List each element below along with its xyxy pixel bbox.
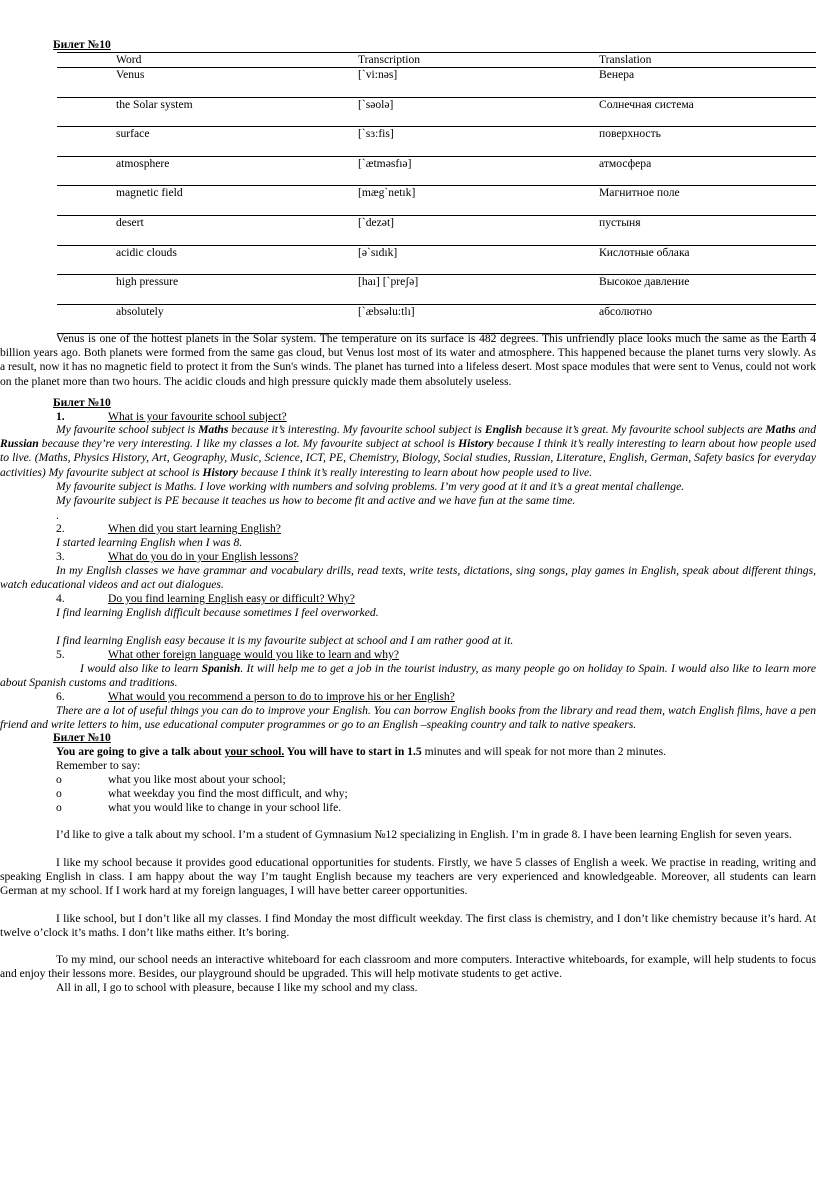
translation-cell: Высокое давление [599, 275, 816, 305]
talk-task [56, 745, 666, 759]
table-row [57, 275, 816, 305]
answer-5-c: . It will help me to get a job in the tourist industry, as many people go on holiday to Spain. I would also like to learn more about Spanish customs and traditions. [0, 662, 816, 690]
subject-name: Maths [198, 423, 229, 436]
table-row [57, 97, 816, 127]
bullet-marker: o [56, 787, 62, 800]
transcription-cell: [haı] [`preʃə] [358, 275, 599, 305]
venus-paragraph: Venus is one of the hottest planets in the Solar system. The temperature on its surface is 482 degrees. This unfriendly place looks much the same as the Earth 4 billion years ago. Both planets were formed from the same gas cloud, but Venus lost most of its water and atmosphere. This happened because the planet turns very slowly. As a result, now it has no magnetic field to protect it from the Sun's winds. The planet has turned into a lifeless desert. Most space modules that were sent to Venus, could not work on the planet more than two hours. The acidic clouds and high pressure quickly made them absolutely useless. [0, 332, 816, 388]
word-cell: magnetic field [116, 186, 358, 216]
transcription-cell: [ə`sıdık] [358, 245, 599, 275]
word-cell: desert [116, 215, 358, 245]
table-row [57, 304, 816, 334]
answer-1-fragment: and [795, 423, 816, 436]
table-row [57, 127, 816, 157]
subject-name: History [202, 465, 238, 479]
answer-1-text [0, 423, 816, 479]
bullet-item: what you like most about your school; [108, 773, 286, 786]
talk-task-c: You will have to start in 1.5 [284, 745, 422, 758]
subject-name: Russian [0, 437, 39, 451]
bullet-marker: o [56, 801, 62, 814]
question-1: What is your favourite school subject? [108, 410, 287, 423]
table-cell-empty [57, 53, 116, 68]
translation-cell: Магнитное поле [599, 186, 816, 216]
question-number: 2. [56, 522, 65, 535]
word-cell: acidic clouds [116, 245, 358, 275]
translation-cell: пустыня [599, 215, 816, 245]
transcription-cell: [`æbsəlu:tlı] [358, 304, 599, 334]
translation-cell: Венера [599, 68, 816, 98]
table-row [57, 186, 816, 216]
answer-1-fragment: because I think it’s really interesting to learn about how people used to live. (Maths, Physics History, Art, Geography, Music, Science, ICT, PE, Chemistry, Biology, Social studies, Russian, Literature, English, German, Safety basics for everyday activities) My favourite subject at school is [0, 437, 816, 479]
transcription-cell: [`ætməsfıə] [358, 156, 599, 186]
question-number: 4. [56, 592, 65, 605]
ticket-heading: Билет №10 [53, 38, 111, 51]
transcription-cell: [`vi:nəs] [358, 68, 599, 98]
word-cell: surface [116, 127, 358, 157]
transcription-cell: [mæg`netık] [358, 186, 599, 216]
word-cell: high pressure [116, 275, 358, 305]
subject-name: English [484, 423, 523, 436]
header-word: Word [116, 53, 358, 68]
question-number: 3. [56, 550, 65, 563]
table-row [57, 156, 816, 186]
transcription-cell: [`dezət] [358, 215, 599, 245]
answer-5 [0, 662, 816, 690]
talk-task-d: minutes and will speak for not more than 2 minutes. [421, 745, 667, 758]
subject-name: Maths [765, 423, 796, 436]
question-2: When did you start learning English? [108, 522, 281, 535]
talk-paragraph-weekday: I like school, but I don’t like all my classes. I find Monday the most difficult weekday. The first class is chemistry, and I don’t like chemistry because it’s hard. At twelve o’clock it’s maths. I don’t like maths either. It’s boring. [0, 912, 816, 940]
answer-5-a: I would also like to learn [80, 662, 202, 675]
answer-6: There are a lot of useful things you can do to improve your English. You can borrow English books from the library and read them, watch English films, have a pen friend and write letters to him, use educational computer programmes or go to an English –speaking country and talk to native speakers. [0, 704, 816, 732]
table-row [57, 68, 816, 98]
ticket-heading: Билет №10 [53, 731, 111, 744]
answer-3: In my English classes we have grammar and vocabulary drills, read texts, write tests, dictations, sing songs, play games in English, speak about different things, watch educational videos and act out dialogues. [0, 564, 816, 592]
word-cell: Venus [116, 68, 358, 98]
talk-paragraph-conclusion: All in all, I go to school with pleasure, because I like my school and my class. [56, 981, 418, 994]
remember-label: Remember to say: [56, 759, 141, 772]
stray-dot: . [56, 509, 59, 522]
question-number: 6. [56, 690, 65, 703]
vocabulary-table [57, 52, 816, 334]
ticket-heading: Билет №10 [53, 396, 111, 409]
answer-1-fragment: My favourite school subject is [56, 423, 199, 436]
talk-paragraph-changes: To my mind, our school needs an interactive whiteboard for each classroom and more computers. Interactive whiteboards, for example, will help students to focus and enjoy their lessons more. Besides, our playground should be upgraded. This will help motivate students to get active. [0, 953, 816, 981]
answer-1-extra-pe: My favourite subject is PE because it teaches us how to become fit and active and we have fun at the same time. [56, 494, 576, 507]
header-translation: Translation [599, 53, 816, 68]
talk-paragraph-likes: I like my school because it provides good educational opportunities for students. Firstly, we have 5 classes of English a week. We practise in reading, writing and speaking English in class. I am happy about the way I’m taught English because my teachers are very experienced and knowledgeable. Moreover, all students can learn German at my school. If I work hard at my foreign languages, I will have better career opportunities. [0, 856, 816, 898]
question-3: What do you do in your English lessons? [108, 550, 299, 563]
question-5: What other foreign language would you like to learn and why? [108, 648, 400, 661]
talk-task-topic: your school. [224, 745, 285, 758]
transcription-cell: [`səolə] [358, 97, 599, 127]
header-transcription: Transcription [358, 53, 599, 68]
translation-cell: абсолютно [599, 304, 816, 334]
table-header-row [57, 53, 816, 68]
table-row [57, 245, 816, 275]
translation-cell: Кислотные облака [599, 245, 816, 275]
question-4: Do you find learning English easy or difficult? Why? [108, 592, 355, 605]
word-cell: absolutely [116, 304, 358, 334]
answer-5-language: Spanish [201, 662, 241, 675]
answer-1-fragment: because they’re very interesting. I like my classes a lot. My favourite subject at school is [38, 437, 459, 451]
word-cell: the Solar system [116, 97, 358, 127]
talk-task-a: You are going to give a talk about [56, 745, 225, 758]
bullet-marker: o [56, 773, 62, 786]
question-number: 1. [56, 410, 65, 423]
answer-4-difficult: I find learning English difficult because sometimes I feel overworked. [56, 606, 379, 619]
question-6: What would you recommend a person to do to improve his or her English? [108, 690, 455, 703]
translation-cell: атмосфера [599, 156, 816, 186]
translation-cell: поверхность [599, 127, 816, 157]
talk-paragraph-intro: I’d like to give a talk about my school. I’m a student of Gymnasium №12 specializing in English. I’m in grade 8. I have been learning English for seven years. [56, 828, 792, 841]
word-cell: atmosphere [116, 156, 358, 186]
answer-2: I started learning English when I was 8. [56, 536, 243, 549]
answer-1-fragment: because it’s great. My favourite school subjects are [522, 423, 766, 436]
bullet-item: what you would like to change in your school life. [108, 801, 342, 814]
answer-1-fragment: because it’s interesting. My favourite school subject is [228, 423, 485, 436]
translation-cell: Солнечная система [599, 97, 816, 127]
question-number: 5. [56, 648, 65, 661]
table-row [57, 215, 816, 245]
answer-1 [0, 423, 816, 480]
transcription-cell: [`sɜ:fis] [358, 127, 599, 157]
subject-name: History [458, 437, 494, 451]
answer-1-extra-maths: My favourite subject is Maths. I love working with numbers and solving problems. I’m very good at it and it’s a great mental challenge. [56, 480, 685, 493]
answer-1-fragment: because I think it’s really interesting to learn about how people used to live. [237, 465, 593, 479]
bullet-item: what weekday you find the most difficult, and why; [108, 787, 348, 800]
answer-4-easy: I find learning English easy because it is my favourite subject at school and I am rather good at it. [56, 634, 514, 647]
